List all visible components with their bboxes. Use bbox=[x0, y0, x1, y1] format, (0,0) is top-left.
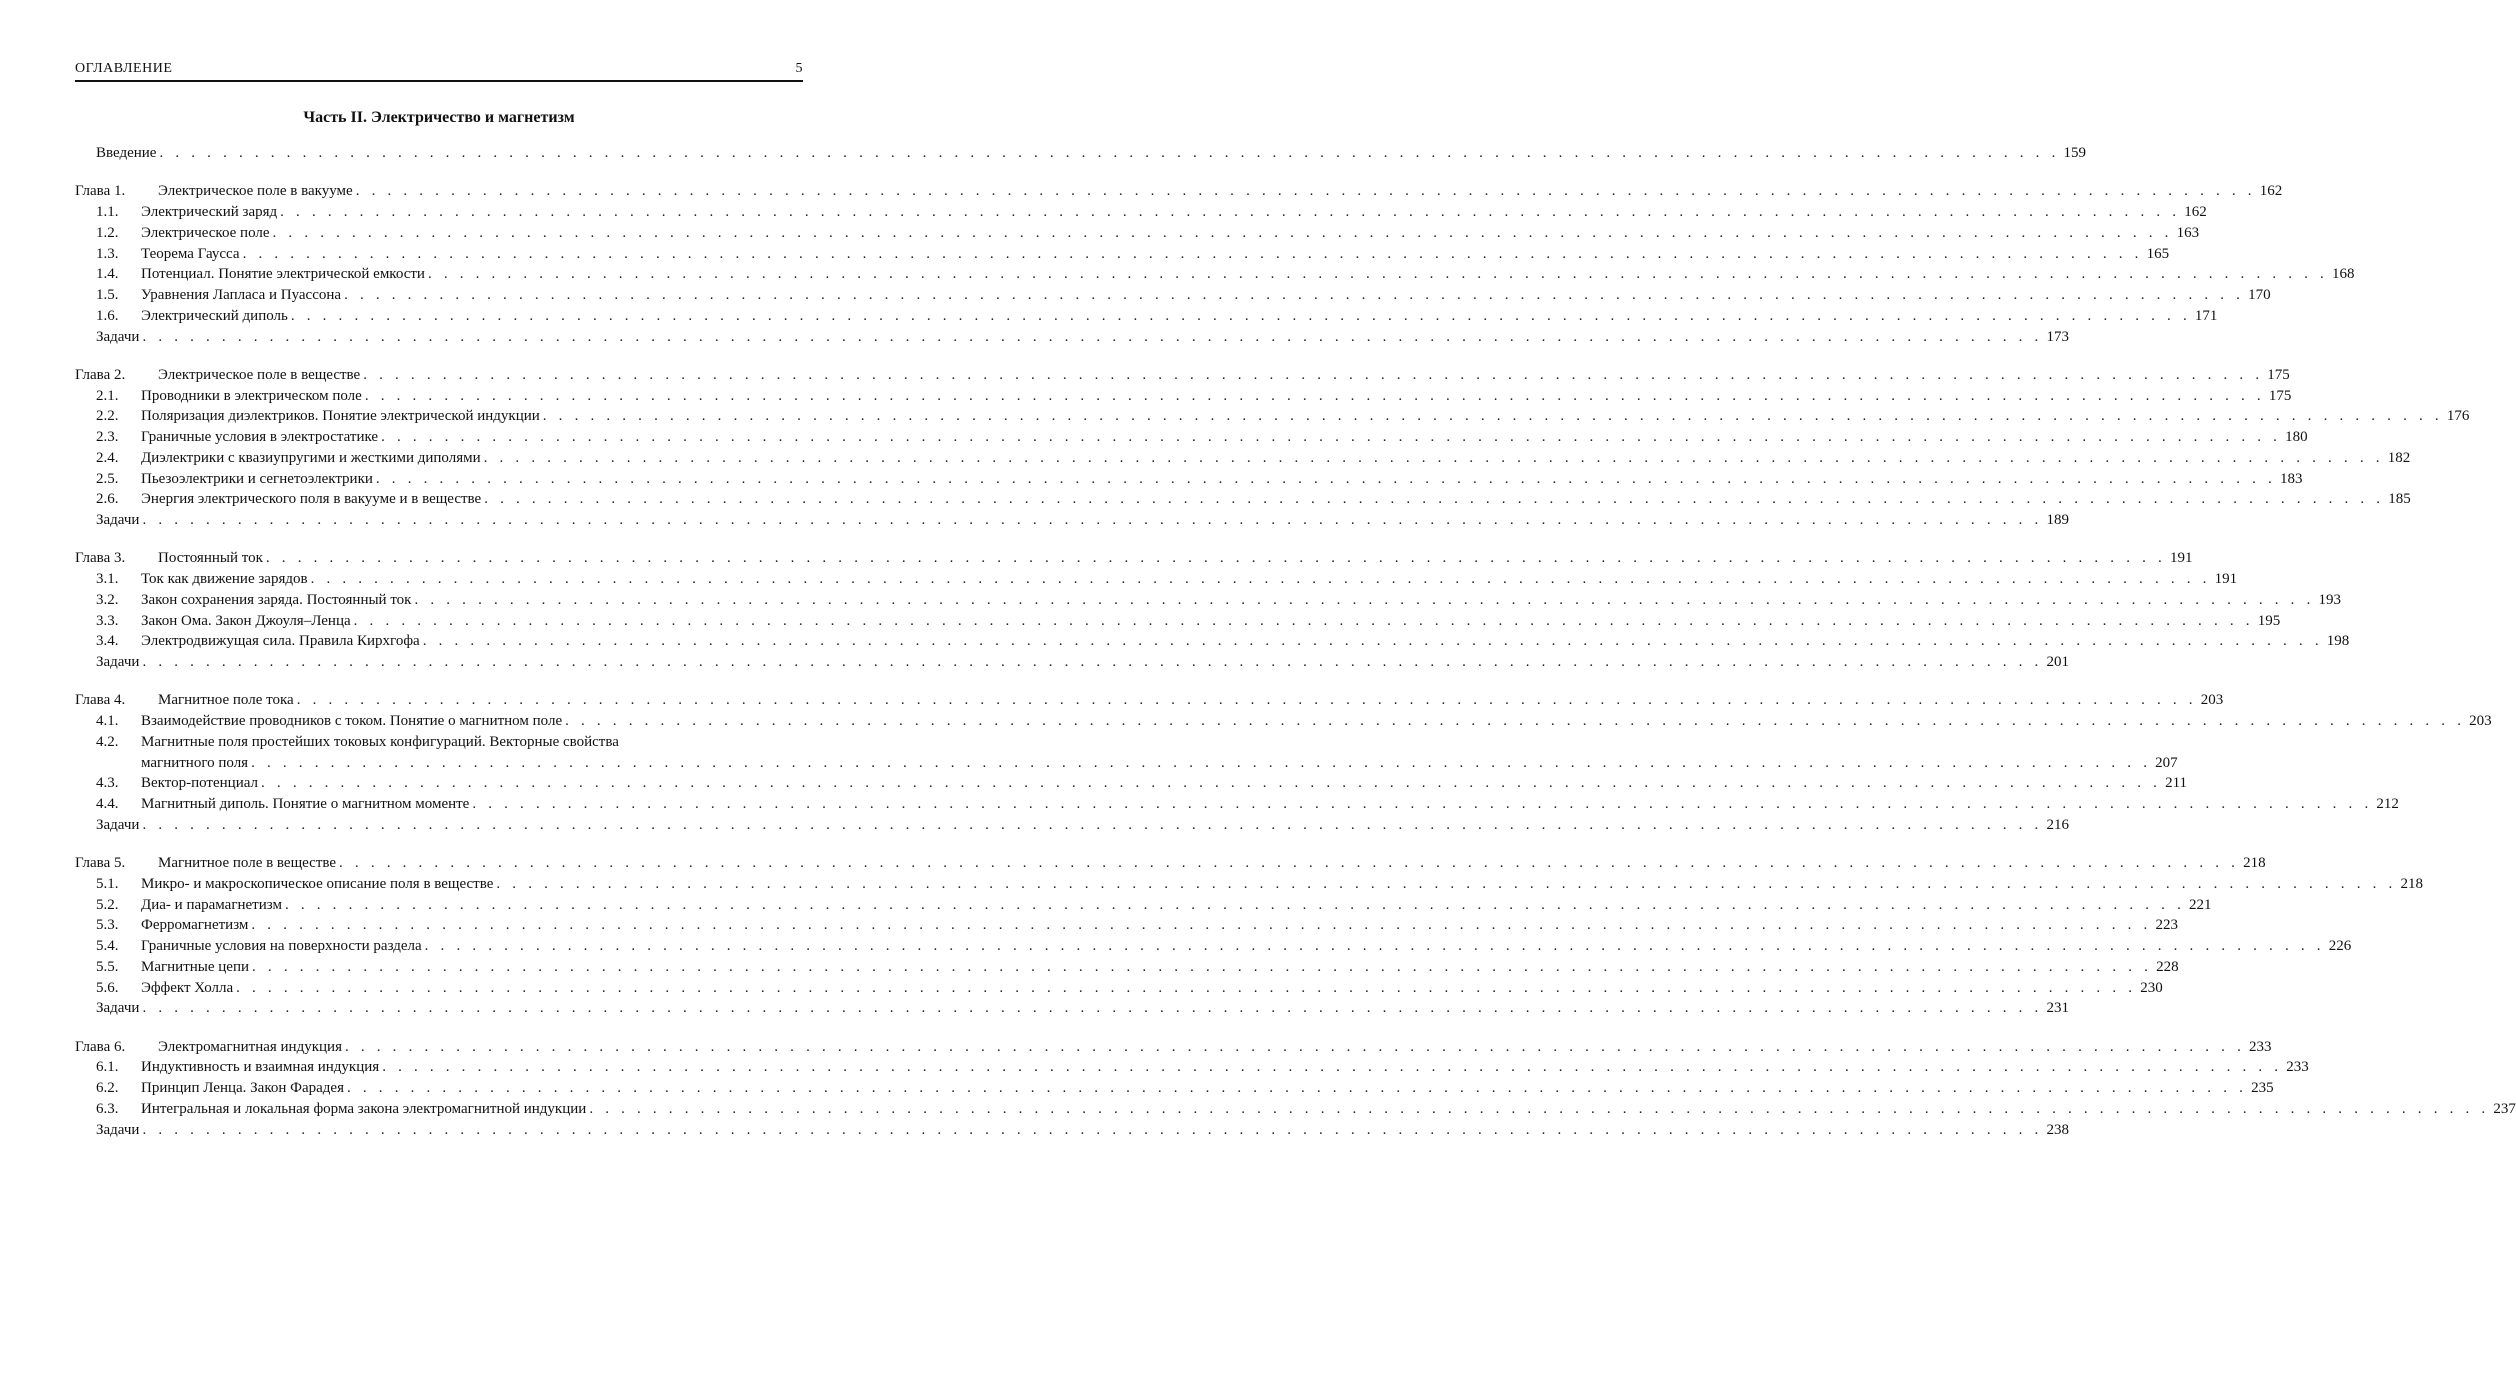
toc-entry bbox=[75, 1120, 2069, 1141]
toc-entry-number: Глава 2. bbox=[75, 366, 126, 383]
dot-leader: . . . . . . . . . . . . . . . . . . . . . . . . . . . . . . . . . . . . . . . . . . . . . . . . . . . . . . . . . . . . . . . . . . . . . . . . . . . . . . . . . . . . . . . . . . . . . . . . . . . . . . . . . . . . . . . . . . . . . . . . bbox=[355, 183, 2256, 200]
dot-leader: . . . . . . . . . . . . . . . . . . . . . . . . . . . . . . . . . . . . . . . . . . . . . . . . . . . . . . . . . . . . . . . . . . . . . . . . . . . . . . . . . . . . . . . . . . . . . . . . . . . . . . . . . . . . . . . . . . . . . . . . bbox=[272, 224, 2173, 241]
toc-entry-title: Граничные условия на поверхности раздела bbox=[141, 938, 422, 954]
toc-entry-number: 5.2. bbox=[96, 896, 119, 913]
toc-entry-page: 193 bbox=[2318, 591, 2342, 608]
toc-entry bbox=[75, 915, 2178, 936]
toc-entry-number: 1.3. bbox=[96, 245, 119, 262]
toc-entry bbox=[75, 631, 2350, 652]
toc-chapter-entry bbox=[75, 365, 2290, 386]
toc-entry-title: Электрическое поле в вакууме bbox=[158, 183, 353, 200]
toc-entry-page: 175 bbox=[2267, 366, 2290, 383]
dot-leader: . . . . . . . . . . . . . . . . . . . . . . . . . . . . . . . . . . . . . . . . . . . . . . . . . . . . . . . . . . . . . . . . . . . . . . . . . . . . . . . . . . . . . . . . . . . . . . . . . . . . . . . . . . . . . . . . . . . . . . . . bbox=[251, 754, 2152, 771]
toc-entry bbox=[75, 936, 2352, 957]
toc-entry-number: 5.1. bbox=[96, 875, 119, 892]
toc-entry-title: Граничные условия в электростатике bbox=[141, 429, 379, 445]
dot-leader: . . . . . . . . . . . . . . . . . . . . . . . . . . . . . . . . . . . . . . . . . . . . . . . . . . . . . . . . . . . . . . . . . . . . . . . . . . . . . . . . . . . . . . . . . . . . . . . . . . . . . . . . . . . . . . . . . . . . . . . . bbox=[364, 387, 2265, 404]
toc-chapter-entry bbox=[75, 548, 2193, 569]
toc-entry-number: 3.1. bbox=[96, 571, 119, 587]
toc-entry-page: 198 bbox=[2326, 633, 2350, 650]
toc-entry bbox=[75, 590, 2342, 611]
toc-entry bbox=[75, 732, 803, 753]
toc-entry-page: 218 bbox=[2400, 875, 2423, 892]
header-title: ОГЛАВЛЕНИЕ bbox=[75, 61, 173, 76]
toc-entry-page: 162 bbox=[2184, 204, 2207, 220]
toc-entry-page: 175 bbox=[2268, 387, 2292, 404]
toc-entry-number: 5.4. bbox=[96, 938, 119, 954]
dot-leader: . . . . . . . . . . . . . . . . . . . . . . . . . . . . . . . . . . . . . . . . . . . . . . . . . . . . . . . . . . . . . . . . . . . . . . . . . . . . . . . . . . . . . . . . . . . . . . . . . . . . . . . . . . . . . . . . . . . . . . . . bbox=[344, 1038, 2246, 1055]
toc-entry-title: Взаимодействие проводников с током. Понятие о магнитном поле bbox=[141, 713, 563, 729]
toc-entry-title: Ферромагнетизм bbox=[141, 917, 249, 934]
toc-entry-title: Задачи bbox=[96, 328, 140, 345]
dot-leader: . . . . . . . . . . . . . . . . . . . . . . . . . . . . . . . . . . . . . . . . . . . . . . . . . . . . . . . . . . . . . . . . . . . . . . . . . . . . . . . . . . . . . . . . . . . . . . . . . . . . . . . . . . . . . . . . . . . . . . . . bbox=[280, 204, 2181, 220]
dot-leader: . . . . . . . . . . . . . . . . . . . . . . . . . . . . . . . . . . . . . . . . . . . . . . . . . . . . . . . . . . . . . . . . . . . . . . . . . . . . . . . . . . . . . . . . . . . . . . . . . . . . . . . . . . . . . . . . . . . . . . . . bbox=[142, 512, 2043, 528]
toc-entry-page: 201 bbox=[2046, 654, 2069, 670]
toc-entry-number: 3.4. bbox=[96, 633, 119, 650]
dot-leader: . . . . . . . . . . . . . . . . . . . . . . . . . . . . . . . . . . . . . . . . . . . . . . . . . . . . . . . . . . . . . . . . . . . . . . . . . . . . . . . . . . . . . . . . . . . . . . . . . . . . . . . . . . . . . . . . . . . . . . . . bbox=[496, 875, 2397, 892]
toc-entry-page: 211 bbox=[2165, 775, 2188, 792]
toc-entry-title: Интегральная и локальная форма закона электромагнитной индукции bbox=[141, 1100, 587, 1117]
toc-entry-title: Потенциал. Понятие электрической емкости bbox=[141, 266, 425, 283]
toc-entry-page: 218 bbox=[2243, 855, 2266, 871]
toc-entry-page: 233 bbox=[2286, 1059, 2309, 1076]
toc-entry-number: 3.2. bbox=[96, 591, 119, 608]
toc-entry bbox=[75, 1057, 2309, 1078]
toc-entry-title: Закон Ома. Закон Джоуля–Ленца bbox=[141, 612, 351, 629]
toc-entry bbox=[75, 1078, 2274, 1099]
toc-entry-title: Диэлектрики с квазиупругими и жесткими диполями bbox=[141, 449, 481, 466]
toc-entry-page: 203 bbox=[2469, 713, 2492, 729]
toc-entry-number: 3.3. bbox=[96, 612, 119, 629]
toc-entry-page: 173 bbox=[2046, 328, 2069, 345]
toc-entry-title: Ток как движение зарядов bbox=[141, 571, 308, 587]
toc-entry-title: Магнитные цепи bbox=[141, 958, 250, 975]
toc-entry-number: 4.4. bbox=[96, 796, 119, 812]
dot-leader: . . . . . . . . . . . . . . . . . . . . . . . . . . . . . . . . . . . . . . . . . . . . . . . . . . . . . . . . . . . . . . . . . . . . . . . . . . . . . . . . . . . . . . . . . . . . . . . . . . . . . . . . . . . . . . . . . . . . . . . . bbox=[344, 287, 2245, 303]
toc-entry-title: Проводники в электрическом поле bbox=[141, 387, 362, 404]
toc-entry bbox=[75, 1099, 2516, 1120]
toc-entry-page: 230 bbox=[2140, 979, 2163, 996]
toc-entry-page: 203 bbox=[2200, 692, 2224, 709]
toc-entry bbox=[75, 510, 2069, 531]
dot-leader: . . . . . . . . . . . . . . . . . . . . . . . . . . . . . . . . . . . . . . . . . . . . . . . . . . . . . . . . . . . . . . . . . . . . . . . . . . . . . . . . . . . . . . . . . . . . . . . . . . . . . . . . . . . . . . . . . . . . . . . . bbox=[290, 307, 2191, 324]
toc-entry-title: Магнитное поле тока bbox=[158, 692, 294, 709]
toc-entry-number: 2.4. bbox=[96, 449, 119, 466]
toc-entry-number: 2.6. bbox=[96, 491, 119, 508]
toc-entry-number: 5.6. bbox=[96, 979, 119, 996]
toc-entry-page: 163 bbox=[2176, 224, 2200, 241]
toc-entry bbox=[75, 448, 2411, 469]
toc-entry-title: Микро- и макроскопическое описание поля в веществе bbox=[141, 875, 494, 892]
toc-entry bbox=[75, 978, 2163, 999]
dot-leader: . . . . . . . . . . . . . . . . . . . . . . . . . . . . . . . . . . . . . . . . . . . . . . . . . . . . . . . . . . . . . . . . . . . . . . . . . . . . . . . . . . . . . . . . . . . . . . . . . . . . . . . . . . . . . . . . . . . . . . . . bbox=[483, 449, 2384, 466]
toc-entry-page: 238 bbox=[2046, 1121, 2069, 1138]
toc-entry-page: 223 bbox=[2155, 917, 2178, 934]
toc-entry bbox=[75, 874, 2423, 895]
dot-leader: . . . . . . . . . . . . . . . . . . . . . . . . . . . . . . . . . . . . . . . . . . . . . . . . . . . . . . . . . . . . . . . . . . . . . . . . . . . . . . . . . . . . . . . . . . . . . . . . . . . . . . . . . . . . . . . . . . . . . . . . bbox=[353, 612, 2254, 629]
dot-leader: . . . . . . . . . . . . . . . . . . . . . . . . . . . . . . . . . . . . . . . . . . . . . . . . . . . . . . . . . . . . . . . . . . . . . . . . . . . . . . . . . . . . . . . . . . . . . . . . . . . . . . . . . . . . . . . . . . . . . . . . bbox=[339, 855, 2240, 871]
toc-entry-number: Глава 6. bbox=[75, 1038, 126, 1055]
dot-leader: . . . . . . . . . . . . . . . . . . . . . . . . . . . . . . . . . . . . . . . . . . . . . . . . . . . . . . . . . . . . . . . . . . . . . . . . . . . . . . . . . . . . . . . . . . . . . . . . . . . . . . . . . . . . . . . . . . . . . . . . bbox=[261, 775, 2162, 792]
toc-entry bbox=[75, 223, 2200, 244]
toc-entry-title: Постоянный ток bbox=[158, 550, 263, 567]
toc-entry-title: Диа- и парамагнетизм bbox=[141, 896, 282, 913]
dot-leader: . . . . . . . . . . . . . . . . . . . . . . . . . . . . . . . . . . . . . . . . . . . . . . . . . . . . . . . . . . . . . . . . . . . . . . . . . . . . . . . . . . . . . . . . . . . . . . . . . . . . . . . . . . . . . . . . . . . . . . . . bbox=[142, 328, 2043, 345]
toc-entry-number: 2.3. bbox=[96, 429, 119, 445]
toc-entry-page: 221 bbox=[2189, 896, 2212, 913]
toc-entry-number: 1.4. bbox=[96, 266, 119, 283]
toc-entry-title: Задачи bbox=[96, 816, 140, 833]
toc-entry-number: 5.3. bbox=[96, 917, 119, 934]
dot-leader: . . . . . . . . . . . . . . . . . . . . . . . . . . . . . . . . . . . . . . . . . . . . . . . . . . . . . . . . . . . . . . . . . . . . . . . . . . . . . . . . . . . . . . . . . . . . . . . . . . . . . . . . . . . . . . . . . . . . . . . . bbox=[242, 245, 2143, 262]
toc-entry-number: 1.6. bbox=[96, 307, 119, 324]
dot-leader: . . . . . . . . . . . . . . . . . . . . . . . . . . . . . . . . . . . . . . . . . . . . . . . . . . . . . . . . . . . . . . . . . . . . . . . . . . . . . . . . . . . . . . . . . . . . . . . . . . . . . . . . . . . . . . . . . . . . . . . . bbox=[472, 796, 2373, 812]
toc-entry-title: Пьезоэлектрики и сегнетоэлектрики bbox=[141, 470, 373, 487]
header-page-number: 5 bbox=[795, 61, 803, 76]
toc-chapter-entry bbox=[75, 1037, 2272, 1058]
toc-entry-page: 235 bbox=[2251, 1080, 2274, 1096]
toc-entry bbox=[75, 569, 2238, 590]
toc-entry bbox=[75, 143, 2087, 164]
toc-entry-number: 4.1. bbox=[96, 713, 119, 729]
toc-entry bbox=[75, 815, 2069, 836]
toc-entry-page: 189 bbox=[2046, 512, 2069, 528]
toc-entry bbox=[75, 386, 2292, 407]
dot-leader: . . . . . . . . . . . . . . . . . . . . . . . . . . . . . . . . . . . . . . . . . . . . . . . . . . . . . . . . . . . . . . . . . . . . . . . . . . . . . . . . . . . . . . . . . . . . . . . . . . . . . . . . . . . . . . . . . . . . . . . . bbox=[251, 917, 2152, 934]
toc-entry-page: 159 bbox=[2063, 145, 2087, 161]
toc-chapter-entry bbox=[75, 853, 2266, 874]
dot-leader: . . . . . . . . . . . . . . . . . . . . . . . . . . . . . . . . . . . . . . . . . . . . . . . . . . . . . . . . . . . . . . . . . . . . . . . . . . . . . . . . . . . . . . . . . . . . . . . . . . . . . . . . . . . . . . . . . . . . . . . . bbox=[347, 1080, 2248, 1096]
toc-entry-title: магнитного поля bbox=[141, 754, 249, 771]
toc-entry-page: 231 bbox=[2046, 1000, 2069, 1017]
toc-entry-number: 6.2. bbox=[96, 1080, 119, 1096]
toc-entry bbox=[75, 753, 2178, 774]
toc-entry bbox=[75, 264, 2355, 285]
dot-leader: . . . . . . . . . . . . . . . . . . . . . . . . . . . . . . . . . . . . . . . . . . . . . . . . . . . . . . . . . . . . . . . . . . . . . . . . . . . . . . . . . . . . . . . . . . . . . . . . . . . . . . . . . . . . . . . . . . . . . . . . bbox=[427, 266, 2329, 283]
toc-entry-page: 165 bbox=[2146, 245, 2170, 262]
toc-entry-number: 1.2. bbox=[96, 224, 119, 241]
toc-entry-page: 180 bbox=[2285, 429, 2308, 445]
toc-entry-number: 1.5. bbox=[96, 287, 119, 303]
dot-leader: . . . . . . . . . . . . . . . . . . . . . . . . . . . . . . . . . . . . . . . . . . . . . . . . . . . . . . . . . . . . . . . . . . . . . . . . . . . . . . . . . . . . . . . . . . . . . . . . . . . . . . . . . . . . . . . . . . . . . . . . bbox=[542, 408, 2443, 425]
toc-entry bbox=[75, 469, 2303, 490]
toc-entry-title: Задачи bbox=[96, 1000, 140, 1017]
toc-entry-page: 195 bbox=[2257, 612, 2281, 629]
toc-entry-title: Энергия электрического поля в вакууме и в веществе bbox=[141, 491, 482, 508]
toc-entry bbox=[75, 202, 2207, 223]
toc-entry-title: Электрическое поле bbox=[141, 224, 270, 241]
toc-entry bbox=[75, 711, 2492, 732]
toc-entry-number: 6.3. bbox=[96, 1100, 119, 1117]
toc-entry-page: 207 bbox=[2155, 754, 2178, 771]
dot-leader: . . . . . . . . . . . . . . . . . . . . . . . . . . . . . . . . . . . . . . . . . . . . . . . . . . . . . . . . . . . . . . . . . . . . . . . . . . . . . . . . . . . . . . . . . . . . . . . . . . . . . . . . . . . . . . . . . . . . . . . . bbox=[142, 1121, 2043, 1138]
dot-leader: . . . . . . . . . . . . . . . . . . . . . . . . . . . . . . . . . . . . . . . . . . . . . . . . . . . . . . . . . . . . . . . . . . . . . . . . . . . . . . . . . . . . . . . . . . . . . . . . . . . . . . . . . . . . . . . . . . . . . . . . bbox=[565, 713, 2466, 729]
toc-entry-number: 2.5. bbox=[96, 470, 119, 487]
toc-entry-title: Задачи bbox=[96, 654, 140, 670]
toc-entry-title: Введение bbox=[96, 145, 157, 161]
dot-leader: . . . . . . . . . . . . . . . . . . . . . . . . . . . . . . . . . . . . . . . . . . . . . . . . . . . . . . . . . . . . . . . . . . . . . . . . . . . . . . . . . . . . . . . . . . . . . . . . . . . . . . . . . . . . . . . . . . . . . . . . bbox=[422, 633, 2323, 650]
toc-entry-title: Закон сохранения заряда. Постоянный ток bbox=[141, 591, 412, 608]
toc-entry-page: 228 bbox=[2156, 958, 2179, 975]
toc-chapter-entry bbox=[75, 181, 2283, 202]
toc-entry bbox=[75, 406, 2470, 427]
toc-entry-title: Поляризация диэлектриков. Понятие электрической индукции bbox=[141, 408, 540, 425]
toc-entry-number: Глава 3. bbox=[75, 550, 126, 567]
toc-entry-number: Глава 4. bbox=[75, 692, 126, 709]
toc-entry-number: 2.2. bbox=[96, 408, 119, 425]
dot-leader: . . . . . . . . . . . . . . . . . . . . . . . . . . . . . . . . . . . . . . . . . . . . . . . . . . . . . . . . . . . . . . . . . . . . . . . . . . . . . . . . . . . . . . . . . . . . . . . . . . . . . . . . . . . . . . . . . . . . . . . . bbox=[484, 491, 2385, 508]
toc-entry-title: Эффект Холла bbox=[141, 979, 234, 996]
toc-entry-page: 170 bbox=[2248, 287, 2271, 303]
running-header bbox=[75, 60, 803, 82]
dot-leader: . . . . . . . . . . . . . . . . . . . . . . . . . . . . . . . . . . . . . . . . . . . . . . . . . . . . . . . . . . . . . . . . . . . . . . . . . . . . . . . . . . . . . . . . . . . . . . . . . . . . . . . . . . . . . . . . . . . . . . . . bbox=[424, 938, 2325, 954]
toc-entry-title: Электрическое поле в веществе bbox=[158, 366, 361, 383]
toc-entry-title: Вектор-потенциал bbox=[141, 775, 259, 792]
toc-entry-page: 171 bbox=[2194, 307, 2218, 324]
toc-entry-page: 191 bbox=[2169, 550, 2193, 567]
toc-entry-page: 212 bbox=[2376, 796, 2399, 812]
toc-entry-number: 4.3. bbox=[96, 775, 119, 792]
toc-entry-number: 2.1. bbox=[96, 387, 119, 404]
toc-entry-title: Электродвижущая сила. Правила Кирхгофа bbox=[141, 633, 420, 650]
dot-leader: . . . . . . . . . . . . . . . . . . . . . . . . . . . . . . . . . . . . . . . . . . . . . . . . . . . . . . . . . . . . . . . . . . . . . . . . . . . . . . . . . . . . . . . . . . . . . . . . . . . . . . . . . . . . . . . . . . . . . . . . bbox=[414, 591, 2315, 608]
dot-leader: . . . . . . . . . . . . . . . . . . . . . . . . . . . . . . . . . . . . . . . . . . . . . . . . . . . . . . . . . . . . . . . . . . . . . . . . . . . . . . . . . . . . . . . . . . . . . . . . . . . . . . . . . . . . . . . . . . . . . . . . bbox=[142, 654, 2043, 670]
toc-entry-number: Глава 5. bbox=[75, 855, 126, 871]
dot-leader: . . . . . . . . . . . . . . . . . . . . . . . . . . . . . . . . . . . . . . . . . . . . . . . . . . . . . . . . . . . . . . . . . . . . . . . . . . . . . . . . . . . . . . . . . . . . . . . . . . . . . . . . . . . . . . . . . . . . . . . . bbox=[142, 1000, 2043, 1017]
toc-entry bbox=[75, 327, 2069, 348]
toc-entry-page: 182 bbox=[2387, 449, 2411, 466]
toc-entry-title: Электромагнитная индукция bbox=[158, 1038, 342, 1055]
toc-entry-number: 4.2. bbox=[96, 733, 119, 750]
toc-entry-page: 216 bbox=[2046, 816, 2069, 833]
toc-entry-title: Принцип Ленца. Закон Фарадея bbox=[141, 1080, 344, 1096]
toc-entry-title: Теорема Гаусса bbox=[141, 245, 240, 262]
dot-leader: . . . . . . . . . . . . . . . . . . . . . . . . . . . . . . . . . . . . . . . . . . . . . . . . . . . . . . . . . . . . . . . . . . . . . . . . . . . . . . . . . . . . . . . . . . . . . . . . . . . . . . . . . . . . . . . . . . . . . . . . bbox=[284, 896, 2186, 913]
toc-entry-number: Глава 1. bbox=[75, 183, 126, 200]
toc-entry-number: 1.1. bbox=[96, 204, 119, 220]
toc-entry bbox=[75, 652, 2069, 673]
dot-leader: . . . . . . . . . . . . . . . . . . . . . . . . . . . . . . . . . . . . . . . . . . . . . . . . . . . . . . . . . . . . . . . . . . . . . . . . . . . . . . . . . . . . . . . . . . . . . . . . . . . . . . . . . . . . . . . . . . . . . . . . bbox=[363, 366, 2264, 383]
dot-leader: . . . . . . . . . . . . . . . . . . . . . . . . . . . . . . . . . . . . . . . . . . . . . . . . . . . . . . . . . . . . . . . . . . . . . . . . . . . . . . . . . . . . . . . . . . . . . . . . . . . . . . . . . . . . . . . . . . . . . . . . bbox=[296, 692, 2197, 709]
toc-entry-page: 237 bbox=[2493, 1100, 2516, 1117]
toc-entry-page: 185 bbox=[2388, 491, 2411, 508]
part-title: Часть II. Электричество и магнетизм bbox=[303, 109, 575, 126]
toc-entry-title: Магнитное поле в веществе bbox=[158, 855, 337, 871]
toc-entry-title: Задачи bbox=[96, 512, 140, 528]
dot-leader: . . . . . . . . . . . . . . . . . . . . . . . . . . . . . . . . . . . . . . . . . . . . . . . . . . . . . . . . . . . . . . . . . . . . . . . . . . . . . . . . . . . . . . . . . . . . . . . . . . . . . . . . . . . . . . . . . . . . . . . . bbox=[252, 958, 2153, 975]
dot-leader: . . . . . . . . . . . . . . . . . . . . . . . . . . . . . . . . . . . . . . . . . . . . . . . . . . . . . . . . . . . . . . . . . . . . . . . . . . . . . . . . . . . . . . . . . . . . . . . . . . . . . . . . . . . . . . . . . . . . . . . . bbox=[159, 145, 2060, 161]
toc-entry-title: Магнитные поля простейших токовых конфигураций. Векторные свойства bbox=[141, 733, 619, 750]
toc-entry-page: 183 bbox=[2279, 470, 2303, 487]
toc-entry-title: Электрический диполь bbox=[141, 307, 288, 324]
toc-entry bbox=[75, 895, 2212, 916]
toc-entry-title: Уравнения Лапласа и Пуассона bbox=[141, 287, 342, 303]
toc-entry-title: Задачи bbox=[96, 1121, 140, 1138]
toc-entry bbox=[75, 306, 2218, 327]
toc-entry bbox=[75, 794, 2399, 815]
toc-entry bbox=[75, 244, 2170, 265]
toc-entry-page: 162 bbox=[2259, 183, 2283, 200]
toc-entry-page: 226 bbox=[2328, 938, 2352, 954]
dot-leader: . . . . . . . . . . . . . . . . . . . . . . . . . . . . . . . . . . . . . . . . . . . . . . . . . . . . . . . . . . . . . . . . . . . . . . . . . . . . . . . . . . . . . . . . . . . . . . . . . . . . . . . . . . . . . . . . . . . . . . . . bbox=[381, 429, 2282, 445]
dot-leader: . . . . . . . . . . . . . . . . . . . . . . . . . . . . . . . . . . . . . . . . . . . . . . . . . . . . . . . . . . . . . . . . . . . . . . . . . . . . . . . . . . . . . . . . . . . . . . . . . . . . . . . . . . . . . . . . . . . . . . . . bbox=[142, 816, 2043, 833]
toc-entry-number: 5.5. bbox=[96, 958, 119, 975]
dot-leader: . . . . . . . . . . . . . . . . . . . . . . . . . . . . . . . . . . . . . . . . . . . . . . . . . . . . . . . . . . . . . . . . . . . . . . . . . . . . . . . . . . . . . . . . . . . . . . . . . . . . . . . . . . . . . . . . . . . . . . . . bbox=[265, 550, 2166, 567]
toc-entry-page: 168 bbox=[2332, 266, 2355, 283]
dot-leader: . . . . . . . . . . . . . . . . . . . . . . . . . . . . . . . . . . . . . . . . . . . . . . . . . . . . . . . . . . . . . . . . . . . . . . . . . . . . . . . . . . . . . . . . . . . . . . . . . . . . . . . . . . . . . . . . . . . . . . . . bbox=[310, 571, 2211, 587]
table-of-contents bbox=[75, 143, 2516, 1140]
toc-entry bbox=[75, 489, 2411, 510]
toc-entry-number: 6.1. bbox=[96, 1059, 119, 1076]
toc-entry-title: Индуктивность и взаимная индукция bbox=[141, 1059, 380, 1076]
toc-chapter-entry bbox=[75, 690, 2224, 711]
toc-entry bbox=[75, 957, 2179, 978]
toc-entry-title: Магнитный диполь. Понятие о магнитном моменте bbox=[141, 796, 470, 812]
dot-leader: . . . . . . . . . . . . . . . . . . . . . . . . . . . . . . . . . . . . . . . . . . . . . . . . . . . . . . . . . . . . . . . . . . . . . . . . . . . . . . . . . . . . . . . . . . . . . . . . . . . . . . . . . . . . . . . . . . . . . . . . bbox=[382, 1059, 2283, 1076]
dot-leader: . . . . . . . . . . . . . . . . . . . . . . . . . . . . . . . . . . . . . . . . . . . . . . . . . . . . . . . . . . . . . . . . . . . . . . . . . . . . . . . . . . . . . . . . . . . . . . . . . . . . . . . . . . . . . . . . . . . . . . . . bbox=[589, 1100, 2490, 1117]
toc-entry-title: Электрический заряд bbox=[141, 204, 278, 220]
dot-leader: . . . . . . . . . . . . . . . . . . . . . . . . . . . . . . . . . . . . . . . . . . . . . . . . . . . . . . . . . . . . . . . . . . . . . . . . . . . . . . . . . . . . . . . . . . . . . . . . . . . . . . . . . . . . . . . . . . . . . . . . bbox=[236, 979, 2137, 996]
toc-entry bbox=[75, 773, 2188, 794]
toc-entry bbox=[75, 427, 2308, 448]
toc-entry bbox=[75, 611, 2281, 632]
toc-entry-page: 176 bbox=[2446, 408, 2470, 425]
dot-leader: . . . . . . . . . . . . . . . . . . . . . . . . . . . . . . . . . . . . . . . . . . . . . . . . . . . . . . . . . . . . . . . . . . . . . . . . . . . . . . . . . . . . . . . . . . . . . . . . . . . . . . . . . . . . . . . . . . . . . . . . bbox=[375, 470, 2276, 487]
toc-entry bbox=[75, 285, 2271, 306]
toc-entry-page: 191 bbox=[2214, 571, 2238, 587]
toc-entry bbox=[75, 998, 2069, 1019]
toc-entry-page: 233 bbox=[2249, 1038, 2272, 1055]
